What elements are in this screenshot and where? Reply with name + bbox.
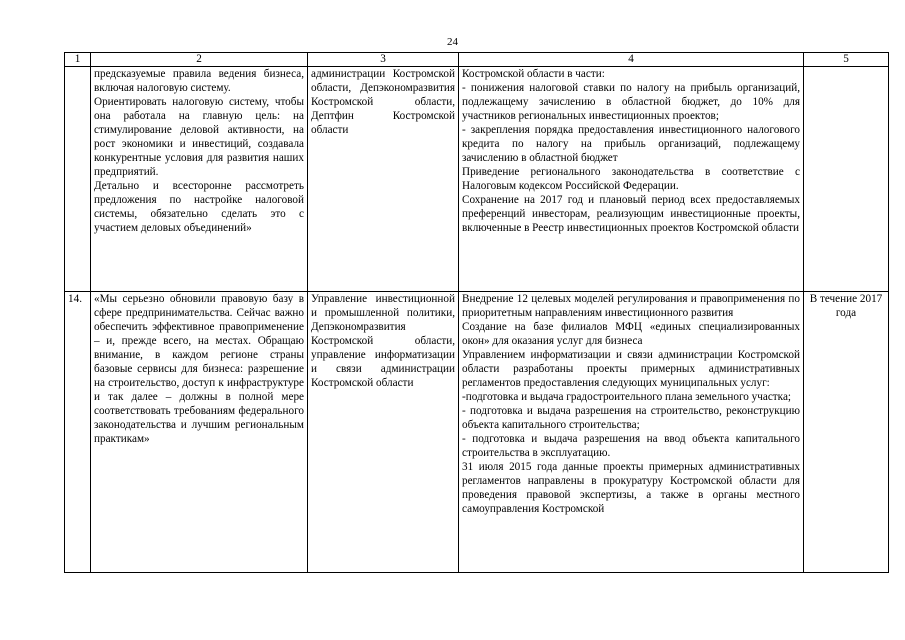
table-header-row bbox=[65, 53, 889, 67]
paragraph: -подготовка и выдача градостроительного плана земельного участка; bbox=[462, 391, 792, 403]
paragraph: «Мы серьезно обновили правовую базу в сфере предпринимательства. Сейчас важно обеспечить эффективное правоприменение – и, прежде всего, на местах. Обращаю внимание, в каждом регионе страны базовые сервисы для бизнеса: разрешение на строительство, доступ к инфраструктуре и так далее – должны в полной мере соответствовать требованиям федерального законодательства и лучшим региональным практикам» bbox=[94, 293, 304, 445]
header-cell-4: 4 bbox=[459, 53, 804, 67]
paragraph: администрации Костромской области, Депэкономразвития Костромской области, Дептфин Костромской области bbox=[311, 68, 455, 136]
responsible-cell bbox=[308, 292, 459, 573]
paragraph: Управлением информатизации и связи администрации Костромской области разработаны проекты примерных административных регламентов предоставления следующих муниципальных услуг: bbox=[462, 349, 800, 389]
deadline-cell: В течение 2017 года bbox=[804, 292, 889, 573]
header-cell-5: 5 bbox=[804, 53, 889, 67]
paragraph: Сохранение на 2017 год и плановый период всех предоставляемых преференций инвесторам, реализующим инвестиционные проекты, включенные в Реестр инвестиционных проектов Костромской области bbox=[462, 194, 800, 234]
instruction-text-cell bbox=[91, 292, 308, 573]
paragraph: - подготовка и выдача разрешения на ввод объекта капитального строительства в эксплуатацию. bbox=[462, 433, 800, 459]
paragraph: предсказуемые правила ведения бизнеса, включая налоговую систему. bbox=[94, 68, 304, 94]
paragraph: Внедрение 12 целевых моделей регулирования и правоприменения по приоритетным направлениям инвестиционного развития bbox=[462, 293, 800, 319]
paragraph: Костромской области в части: bbox=[462, 68, 605, 80]
paragraph: Приведение регионального законодательства в соответствие с Налоговым кодексом Российской Федерации. bbox=[462, 166, 800, 192]
paragraph: Управление инвестиционной и промышленной политики, Депэкономразвития Костромской области, управление информатизации и связи администрации Костромской области bbox=[311, 293, 455, 389]
paragraph: 31 июля 2015 года данные проекты примерных административных регламентов направлены в прокуратуру Костромской области для проведения правовой экспертизы, а также в органы местного самоуправления Костромской bbox=[462, 461, 800, 515]
paragraph: - подготовка и выдача разрешения на строительство, реконструкцию объекта капитального строительства; bbox=[462, 405, 800, 431]
measures-cell bbox=[459, 67, 804, 292]
measures-cell bbox=[459, 292, 804, 573]
table-row bbox=[65, 292, 889, 573]
paragraph: Создание на базе филиалов МФЦ «единых специализированных окон» для оказания услуг для бизнеса bbox=[462, 321, 800, 347]
measures-table bbox=[64, 52, 889, 573]
header-cell-1: 1 bbox=[65, 53, 91, 67]
paragraph: - понижения налоговой ставки по налогу на прибыль организаций, подлежащему зачислению в областной бюджет, до 10% для участников региональных инвестиционных проектов; bbox=[462, 82, 800, 122]
paragraph: Детально и всесторонне рассмотреть предложения по настройке налоговой системы, обязательно сделать это с участием деловых объединений» bbox=[94, 180, 304, 234]
page-number: 24 bbox=[447, 36, 458, 48]
header-cell-3: 3 bbox=[308, 53, 459, 67]
row-number bbox=[65, 67, 91, 292]
table-row bbox=[65, 67, 889, 292]
paragraph: Ориентировать налоговую систему, чтобы она работала на главную цель: на стимулирование деловой активности, на рост экономики и инвестиций, создавала конкурентные условия для развития наших предприятий. bbox=[94, 96, 304, 178]
instruction-text-cell bbox=[91, 67, 308, 292]
row-number: 14. bbox=[65, 292, 91, 573]
responsible-cell bbox=[308, 67, 459, 292]
paragraph: - закрепления порядка предоставления инвестиционного налогового кредита по налогу на прибыль организаций, подлежащему зачислению в областной бюджет bbox=[462, 124, 800, 164]
header-cell-2: 2 bbox=[91, 53, 308, 67]
deadline-cell bbox=[804, 67, 889, 292]
